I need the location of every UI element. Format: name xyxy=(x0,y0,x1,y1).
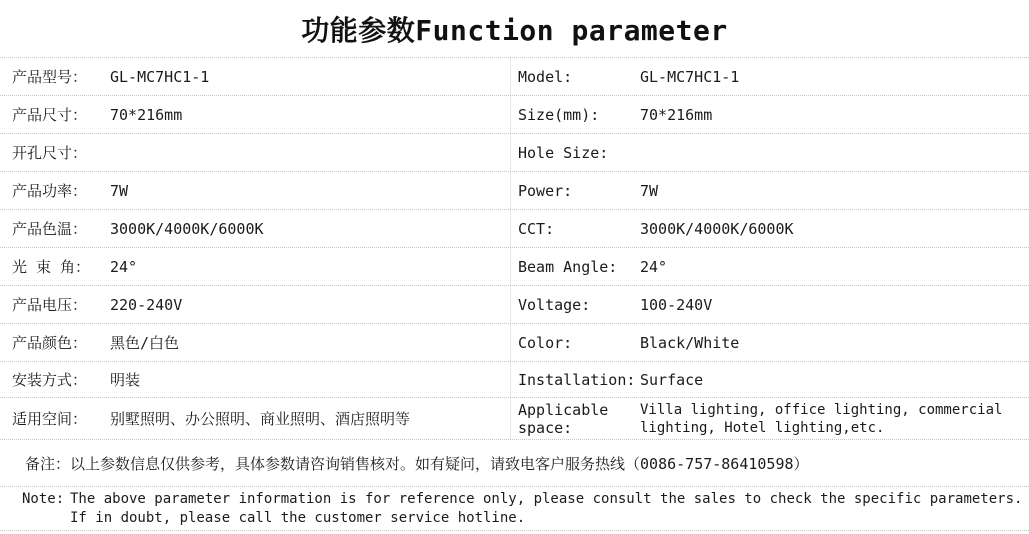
cell-cn xyxy=(0,96,511,133)
cell-cn xyxy=(0,58,511,95)
cell-en xyxy=(511,210,1029,247)
table-row-hole-size xyxy=(0,134,1029,172)
cn-label: 产品色温： xyxy=(12,220,88,238)
cell-cn xyxy=(0,324,511,361)
en-value: Black/White xyxy=(640,333,740,352)
en-label: Power: xyxy=(518,181,573,200)
en-label: Installation: xyxy=(518,370,636,389)
cn-label: 开孔尺寸： xyxy=(12,144,88,162)
cn-value: 别墅照明、办公照明、商业照明、酒店照明等 xyxy=(110,410,411,428)
cell-cn xyxy=(0,172,511,209)
table-row-voltage xyxy=(0,286,1029,324)
cn-label: 光 束 角： xyxy=(12,258,91,276)
table-row-applicable-space xyxy=(0,398,1029,440)
remark-row-cn xyxy=(0,440,1029,487)
cell-cn xyxy=(0,362,511,397)
en-label: Color: xyxy=(518,333,573,352)
en-label: CCT: xyxy=(518,219,555,238)
cell-cn xyxy=(0,248,511,285)
en-label: Voltage: xyxy=(518,295,591,314)
note-row-en xyxy=(0,487,1029,531)
cn-value: 70*216mm xyxy=(110,105,183,124)
cn-value: 3000K/4000K/6000K xyxy=(110,219,264,238)
cell-en xyxy=(511,134,1029,171)
note-lines xyxy=(70,490,1022,528)
cell-cn xyxy=(0,134,511,171)
note-line-1: The above parameter information is for reference only, please consult the sales to check the specific parameters. xyxy=(70,490,1023,507)
cn-value: GL-MC7HC1-1 xyxy=(110,67,210,86)
cn-value: 明装 xyxy=(110,371,141,389)
note-inner xyxy=(22,490,1022,528)
cell-en xyxy=(511,362,1029,397)
cell-en xyxy=(511,324,1029,361)
cell-en xyxy=(511,96,1029,133)
en-label: Model: xyxy=(518,67,573,86)
note-label: Note: xyxy=(22,490,65,507)
table-row-model xyxy=(0,58,1029,96)
en-value: 3000K/4000K/6000K xyxy=(640,219,794,238)
remark-text: 备注：以上参数信息仅供参考，具体参数请咨询销售核对。如有疑问，请致电客户服务热线（0086-757-86410598） xyxy=(25,454,809,473)
cn-label: 产品颜色： xyxy=(12,334,88,352)
cell-en xyxy=(511,58,1029,95)
cn-value: 黑色/白色 xyxy=(110,334,180,352)
parameter-table xyxy=(0,57,1029,531)
cn-label: 产品电压： xyxy=(12,296,88,314)
en-value: GL-MC7HC1-1 xyxy=(640,67,740,86)
en-value: 24° xyxy=(640,257,668,276)
cn-value: 7W xyxy=(110,181,129,200)
en-value: 70*216mm xyxy=(640,105,713,124)
en-value: 7W xyxy=(640,181,659,200)
table-row-power xyxy=(0,172,1029,210)
cell-en xyxy=(511,172,1029,209)
cell-en xyxy=(511,286,1029,323)
table-row-size xyxy=(0,96,1029,134)
cn-label: 产品尺寸： xyxy=(12,106,88,124)
table-row-cct xyxy=(0,210,1029,248)
table-row-beam-angle xyxy=(0,248,1029,286)
cn-value: 220-240V xyxy=(110,295,183,314)
en-value: 100-240V xyxy=(640,295,713,314)
en-value: Surface xyxy=(640,370,704,389)
cell-cn xyxy=(0,398,511,439)
en-label: Size(mm): xyxy=(518,105,600,124)
cn-label: 适用空间： xyxy=(12,410,88,428)
cn-value: 24° xyxy=(110,257,138,276)
page-title: 功能参数Function parameter xyxy=(301,13,728,47)
en-label: Hole Size: xyxy=(518,143,609,162)
en-value: Villa lighting, office lighting, commercial lighting, Hotel lighting,etc. xyxy=(640,401,1003,436)
cell-cn xyxy=(0,286,511,323)
table-row-color xyxy=(0,324,1029,362)
en-label: Applicable space: xyxy=(518,400,609,437)
cell-cn xyxy=(0,210,511,247)
cn-label: 产品功率： xyxy=(12,182,88,200)
cn-label: 安装方式： xyxy=(12,371,88,389)
note-line-2: If in doubt, please call the customer service hotline. xyxy=(70,509,526,526)
cell-en xyxy=(511,248,1029,285)
cn-label: 产品型号： xyxy=(12,68,88,86)
cell-en xyxy=(511,398,1029,439)
en-label: Beam Angle: xyxy=(518,257,618,276)
table-row-installation xyxy=(0,362,1029,398)
